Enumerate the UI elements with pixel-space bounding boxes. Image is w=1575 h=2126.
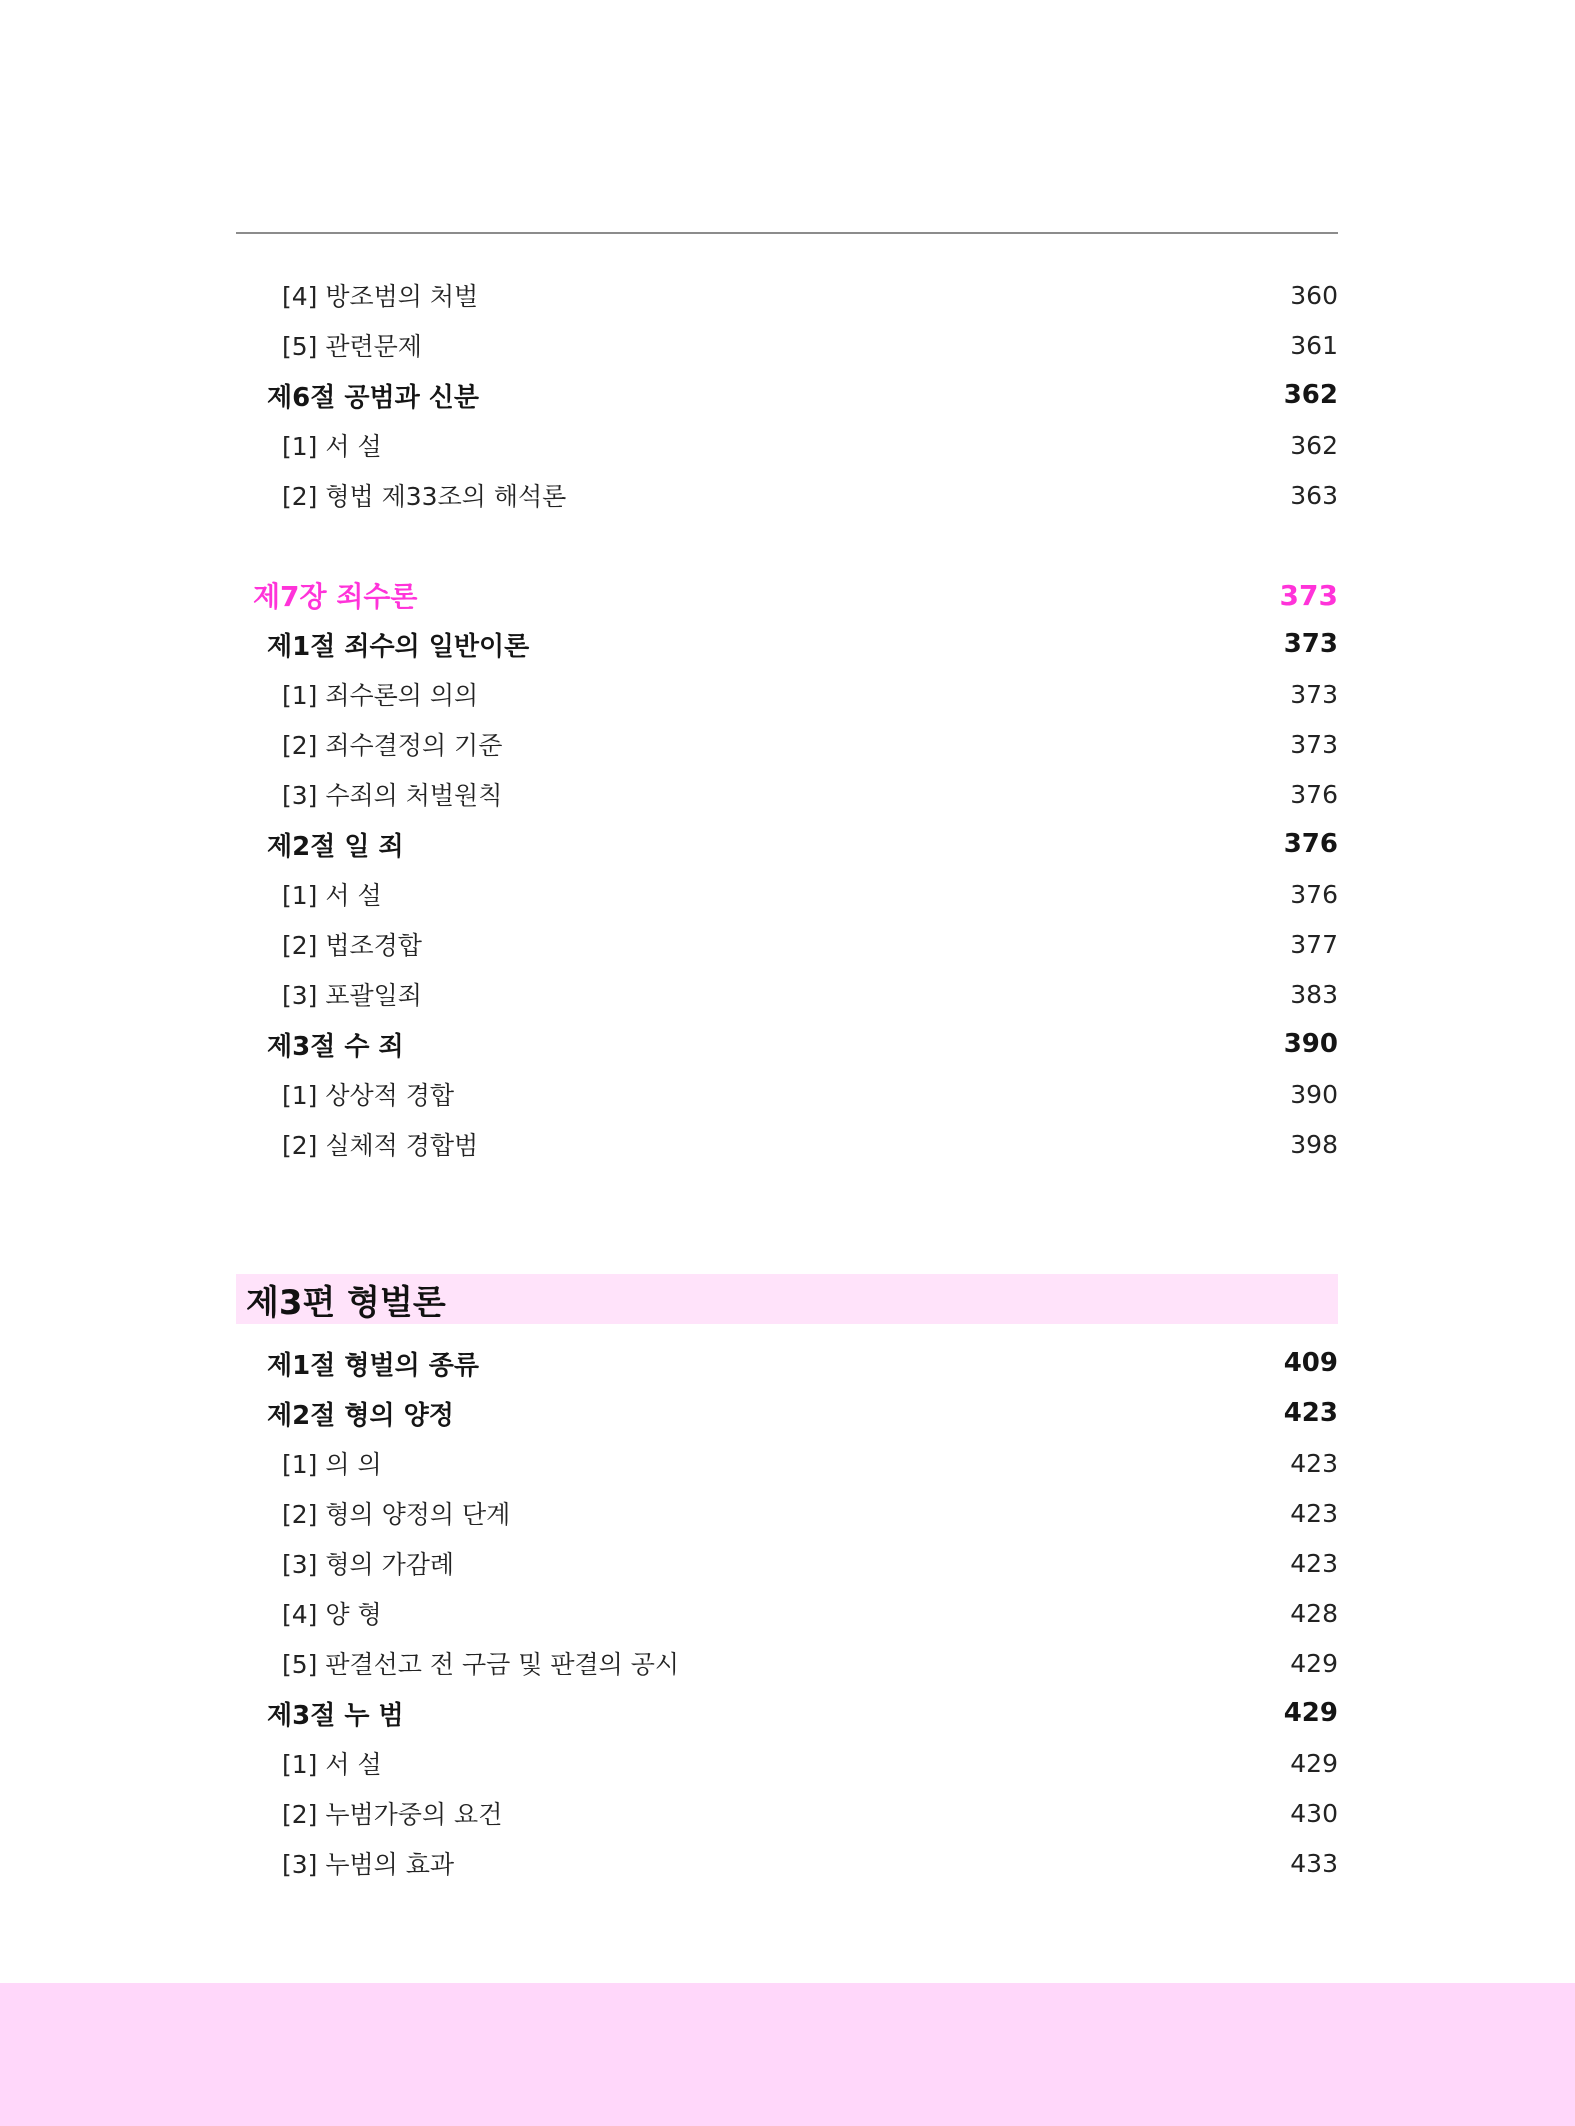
toc-section-page: 362 — [1283, 380, 1338, 410]
toc-entry[interactable] — [236, 1638, 1338, 1688]
toc-section[interactable] — [236, 1688, 1338, 1738]
toc-section-title: 제3절 수 죄 — [267, 1031, 404, 1062]
chapter-title: 제7장 죄수론 — [253, 580, 418, 613]
toc-entry-page: 423 — [1290, 1448, 1338, 1478]
toc-entry-page: 423 — [1290, 1498, 1338, 1528]
toc-entry-title: [1] 서 설 — [282, 881, 382, 910]
chapter-page: 373 — [1279, 578, 1338, 612]
toc-section-page: 390 — [1283, 1029, 1338, 1059]
toc-entry-title: [4] 양 형 — [282, 1600, 382, 1629]
toc-entry-page: 429 — [1290, 1648, 1338, 1678]
toc-section[interactable] — [236, 1338, 1338, 1388]
toc-entry-title: [2] 실체적 경합범 — [282, 1131, 479, 1160]
toc-entry[interactable] — [236, 669, 1338, 719]
toc-entry-title: [1] 죄수론의 의의 — [282, 681, 479, 710]
toc-entry-page: 373 — [1290, 729, 1338, 759]
toc-entry-title: [2] 누범가중의 요건 — [282, 1800, 503, 1829]
toc-entry-page: 429 — [1290, 1748, 1338, 1778]
toc-section-title: 제6절 공범과 신분 — [267, 382, 480, 413]
toc-entry[interactable] — [236, 1588, 1338, 1638]
toc-section[interactable] — [236, 370, 1338, 420]
toc-entry[interactable] — [236, 769, 1338, 819]
part-heading-band — [236, 1274, 1338, 1324]
toc-chapter-heading[interactable] — [236, 570, 1338, 620]
toc-entry-title: [1] 서 설 — [282, 1750, 382, 1779]
toc-entry-page: 376 — [1290, 879, 1338, 909]
toc-section-title: 제2절 형의 양정 — [267, 1400, 454, 1431]
part-title: 제3편 형벌론 — [246, 1282, 446, 1323]
toc-entry[interactable] — [236, 270, 1338, 320]
footer-band — [0, 1983, 1575, 2126]
toc-entry-title: [3] 포괄일죄 — [282, 981, 422, 1010]
toc-section-page: 409 — [1283, 1348, 1338, 1378]
toc-entry-title: [5] 관련문제 — [282, 332, 422, 361]
toc-entry[interactable] — [236, 420, 1338, 470]
toc-entry-title: [5] 판결선고 전 구금 및 판결의 공시 — [282, 1650, 680, 1679]
toc-entry[interactable] — [236, 1119, 1338, 1169]
toc-entry-title: [4] 방조범의 처벌 — [282, 282, 479, 311]
toc-section-page: 423 — [1283, 1398, 1338, 1428]
toc-entry[interactable] — [236, 969, 1338, 1019]
toc-section-page: 429 — [1283, 1698, 1338, 1728]
toc-entry-page: 433 — [1290, 1848, 1338, 1878]
toc-entry-page: 360 — [1290, 280, 1338, 310]
toc-entry-page: 377 — [1290, 929, 1338, 959]
toc-entry-page: 430 — [1290, 1798, 1338, 1828]
toc-entry-title: [2] 형법 제33조의 해석론 — [282, 482, 567, 511]
toc-entry-title: [2] 법조경합 — [282, 931, 422, 960]
toc-entry[interactable] — [236, 719, 1338, 769]
toc-section[interactable] — [236, 1388, 1338, 1438]
toc-entry[interactable] — [236, 1438, 1338, 1488]
toc-entry[interactable] — [236, 1538, 1338, 1588]
toc-section[interactable] — [236, 819, 1338, 869]
toc-entry-title: [1] 상상적 경합 — [282, 1081, 455, 1110]
toc-section-page: 373 — [1283, 629, 1338, 659]
toc-entry-page: 376 — [1290, 779, 1338, 809]
toc-entry-page: 383 — [1290, 979, 1338, 1009]
toc-entry-title: [3] 수죄의 처벌원칙 — [282, 781, 503, 810]
toc-entry-title: [2] 죄수결정의 기준 — [282, 731, 503, 760]
toc-entry[interactable] — [236, 470, 1338, 520]
toc-entry-title: [3] 형의 가감례 — [282, 1550, 455, 1579]
toc-entry-title: [1] 의 의 — [282, 1450, 382, 1479]
toc-section[interactable] — [236, 619, 1338, 669]
toc-entry[interactable] — [236, 869, 1338, 919]
toc-section-page: 376 — [1283, 829, 1338, 859]
toc-entry-title: [1] 서 설 — [282, 432, 382, 461]
toc-section-title: 제1절 형벌의 종류 — [267, 1350, 480, 1381]
toc-section-title: 제3절 누 범 — [267, 1700, 404, 1731]
toc-entry-title: [3] 누범의 효과 — [282, 1850, 455, 1879]
toc-entry-page: 423 — [1290, 1548, 1338, 1578]
toc-entry[interactable] — [236, 1838, 1338, 1888]
toc-entry[interactable] — [236, 919, 1338, 969]
toc-entry[interactable] — [236, 1738, 1338, 1788]
toc-entry-title: [2] 형의 양정의 단계 — [282, 1500, 511, 1529]
toc-entry[interactable] — [236, 320, 1338, 370]
toc-entry-page: 373 — [1290, 679, 1338, 709]
toc-section-title: 제1절 죄수의 일반이론 — [267, 631, 530, 662]
toc-entry-page: 398 — [1290, 1129, 1338, 1159]
header-rule — [236, 232, 1338, 234]
toc-entry-page: 390 — [1290, 1079, 1338, 1109]
toc-entry-page: 428 — [1290, 1598, 1338, 1628]
toc-entry-page: 363 — [1290, 480, 1338, 510]
toc-section-title: 제2절 일 죄 — [267, 831, 404, 862]
toc-entry-page: 362 — [1290, 430, 1338, 460]
toc-section[interactable] — [236, 1019, 1338, 1069]
toc-entry[interactable] — [236, 1069, 1338, 1119]
toc-entry-page: 361 — [1290, 330, 1338, 360]
toc-entry[interactable] — [236, 1488, 1338, 1538]
toc-entry[interactable] — [236, 1788, 1338, 1838]
